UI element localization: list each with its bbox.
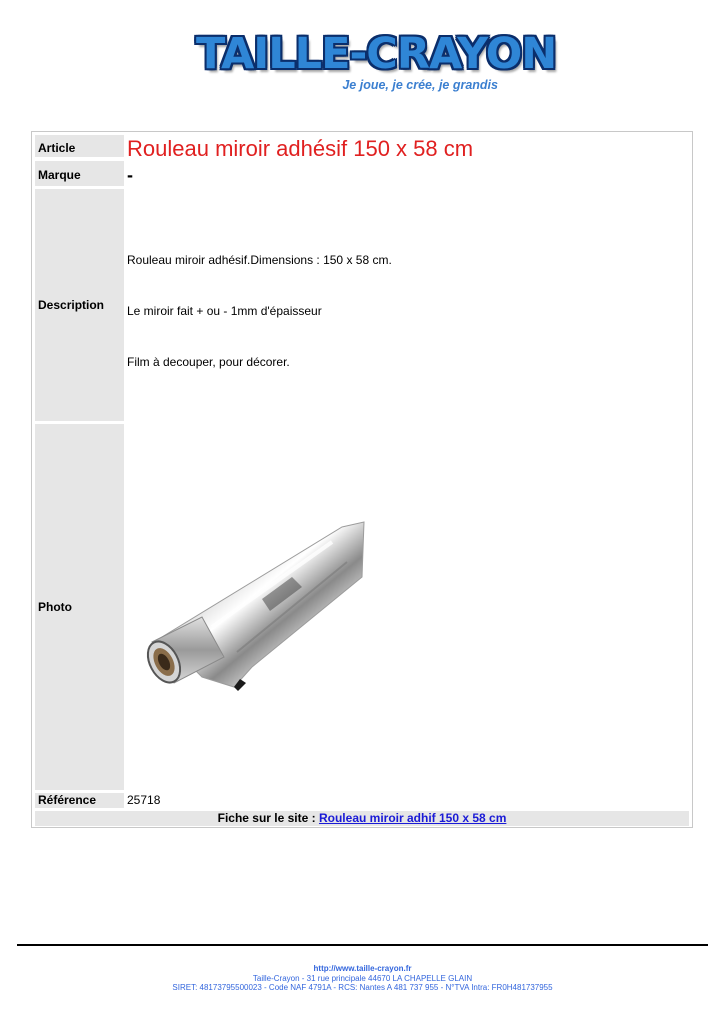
- product-photo: [142, 507, 367, 707]
- footer-legal: SIRET: 48173795500023 - Code NAF 4791A - RCS: Nantes A 481 737 955 - N°TVA Intra: FR0H481737955: [172, 983, 553, 992]
- description-paragraph: Le miroir fait + ou - 1mm d'épaisseur: [127, 304, 322, 318]
- brand-label: Marque: [35, 161, 124, 186]
- site-link-prefix: Fiche sur le site :: [217, 811, 319, 825]
- footer-divider: [17, 944, 708, 946]
- logo-tagline: Je joue, je crée, je grandis: [342, 78, 498, 92]
- product-page-link[interactable]: Rouleau miroir adhif 150 x 58 cm: [318, 811, 507, 825]
- product-sheet: [31, 131, 693, 828]
- footer-url[interactable]: http://www.taille-crayon.fr: [313, 964, 412, 973]
- site-logo: [196, 28, 557, 98]
- footer-address: Taille-Crayon - 31 rue principale 44670 LA CHAPELLE GLAIN: [252, 973, 473, 983]
- product-title: Rouleau miroir adhésif 150 x 58 cm: [127, 136, 474, 161]
- description-label: [35, 189, 124, 421]
- description-label-text: Description: [38, 298, 105, 312]
- logo-wordmark: TAILLE-CRAYON: [196, 29, 557, 79]
- site-link-row: [35, 811, 689, 826]
- description-paragraph: Film à decouper, pour décorer.: [127, 355, 290, 369]
- photo-label: [35, 424, 124, 790]
- photo-label-text: Photo: [38, 600, 72, 614]
- page-footer: [0, 964, 725, 993]
- brand-value: -: [127, 165, 133, 185]
- description-value: [127, 189, 687, 421]
- reference-value: 25718: [127, 793, 161, 807]
- article-label: Article: [35, 135, 124, 157]
- description-paragraph: Rouleau miroir adhésif.Dimensions : 150 x 58 cm.: [127, 253, 392, 267]
- mirror-roll-image: [142, 507, 367, 707]
- reference-label: Référence: [35, 793, 124, 808]
